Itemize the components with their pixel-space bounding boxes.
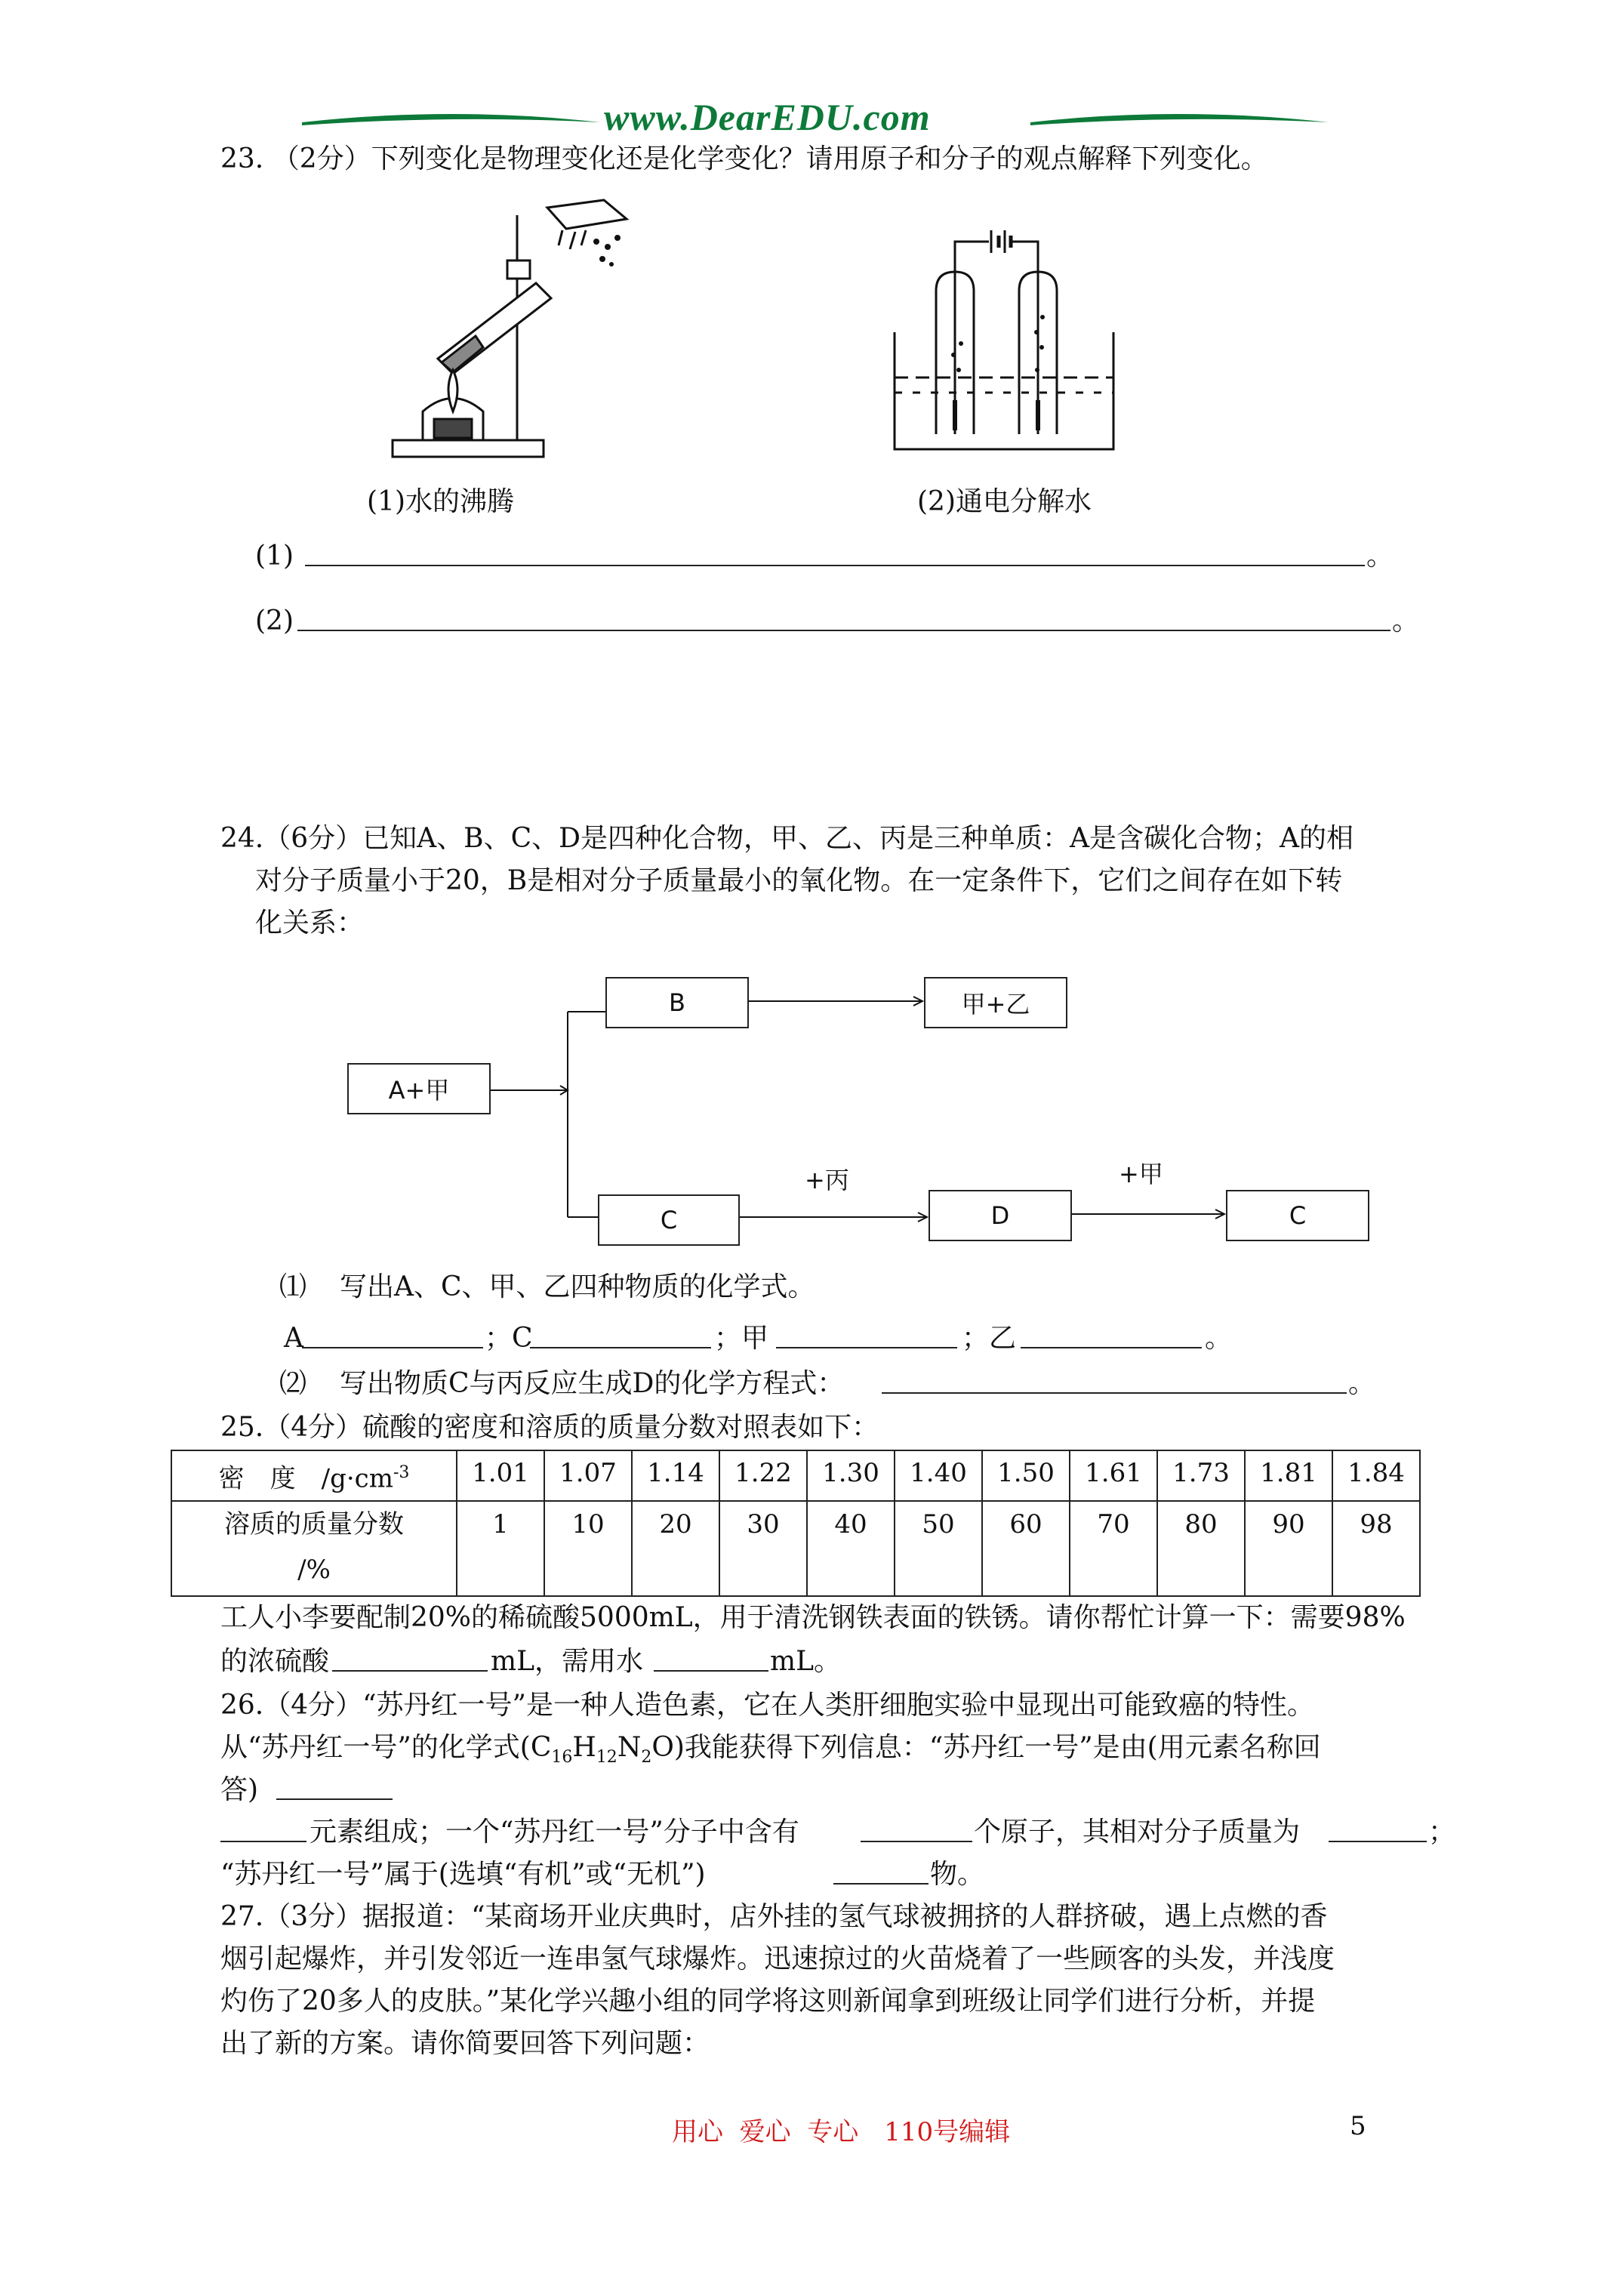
q24-blank-a[interactable] bbox=[302, 1347, 483, 1348]
q25-title: 25.（4分）硫酸的密度和溶质的质量分数对照表如下： bbox=[220, 1412, 879, 1443]
mass-fraction-cell: 70 bbox=[1070, 1501, 1157, 1596]
q26-line-1: 26.（4分）“苏丹红一号”是一种人造色素，它在人类肝细胞实验中显现出可能致癌的特性。 bbox=[220, 1690, 1314, 1721]
node-a-plus-jia: A+甲 bbox=[347, 1063, 491, 1114]
q24-blank-c-label: ；C bbox=[485, 1323, 533, 1354]
q25-acid-volume-blank[interactable] bbox=[332, 1670, 488, 1672]
q24-sub2-number: ⑵ bbox=[279, 1368, 307, 1399]
q24-equation-blank[interactable] bbox=[882, 1392, 1347, 1394]
q24-blank-jia-label: ；甲 bbox=[714, 1323, 769, 1354]
mass-fraction-cell: 90 bbox=[1245, 1501, 1332, 1596]
q26-line-4b: 个原子，其相对分子质量为 bbox=[974, 1817, 1301, 1848]
q24-sub1-text: 写出A、C、甲、乙四种物质的化学式。 bbox=[340, 1271, 815, 1302]
q24-blank-end-mark: 。 bbox=[1205, 1323, 1233, 1354]
mass-fraction-header: 溶质的质量分数 /% bbox=[171, 1501, 457, 1596]
q26-line-5b: 物。 bbox=[930, 1859, 985, 1890]
q25-text-2c: mL。 bbox=[770, 1646, 842, 1677]
q23-caption-2: (2)通电分解水 bbox=[917, 486, 1092, 517]
density-cell: 1.50 bbox=[982, 1450, 1070, 1501]
footer-slogan: 用心 爱心 专心 110号编辑 bbox=[672, 2117, 1011, 2147]
density-cell: 1.01 bbox=[457, 1450, 544, 1501]
q25-text-2a: 的浓硫酸 bbox=[220, 1646, 330, 1677]
q26-line-4c: ； bbox=[1428, 1817, 1456, 1848]
q24-blank-jia[interactable] bbox=[776, 1347, 957, 1348]
node-c-second: C bbox=[1226, 1190, 1369, 1241]
q23-title: 23. （2分）下列变化是物理变化还是化学变化？请用原子和分子的观点解释下列变化。 bbox=[220, 143, 1268, 174]
density-row bbox=[171, 1450, 1420, 1501]
site-logo-text: www.DearEDU.com bbox=[604, 96, 931, 138]
mass-fraction-cell: 60 bbox=[982, 1501, 1070, 1596]
q25-text-1: 工人小李要配制20%的稀硫酸5000mL，用于清洗钢铁表面的铁锈。请你帮忙计算一下：需要98% bbox=[220, 1602, 1406, 1633]
density-cell: 1.30 bbox=[807, 1450, 895, 1501]
q25-water-volume-blank[interactable] bbox=[654, 1670, 768, 1672]
q27-line-1: 27.（3分）据报道：“某商场开业庆典时，店外挂的氢气球被拥挤的人群挤破，遇上点燃的香 bbox=[220, 1901, 1328, 1932]
q24-line-2: 对分子质量小于20，B是相对分子质量最小的氧化物。在一定条件下，它们之间存在如下转 bbox=[255, 865, 1343, 896]
density-cell: 1.61 bbox=[1070, 1450, 1157, 1501]
mass-fraction-cell: 30 bbox=[719, 1501, 807, 1596]
q23-answer-label-1: (1) bbox=[255, 541, 294, 572]
q27-line-2: 烟引起爆炸，并引发邻近一连串氢气球爆炸。迅速掠过的火苗烧着了一些顾客的头发，并浅度 bbox=[220, 1943, 1335, 1974]
q23-end-mark-1: 。 bbox=[1366, 541, 1394, 572]
q23-answer-label-2: (2) bbox=[255, 606, 294, 636]
mass-fraction-cell: 98 bbox=[1332, 1501, 1420, 1596]
density-header: 密 度 $/g\cdot cm^{-3}$ bbox=[171, 1450, 457, 1501]
page-number: 5 bbox=[1350, 2111, 1366, 2141]
q26-line-5a: “苏丹红一号”属于(选填“有机”或“无机”) bbox=[220, 1859, 706, 1890]
node-b: B bbox=[605, 977, 749, 1028]
q26-line-2: 从“苏丹红一号”的化学式$(C_{16}H_{12}N_2O)$我能获得下列信息：“苏丹红一号”是由(用元素名称回 bbox=[220, 1732, 1321, 1767]
q24-blank-c[interactable] bbox=[530, 1347, 711, 1348]
arrow-label-plus-jia: +甲 bbox=[1119, 1160, 1163, 1188]
density-cell: 1.40 bbox=[895, 1450, 982, 1501]
mass-fraction-cell: 1 bbox=[457, 1501, 544, 1596]
mass-fraction-cell: 10 bbox=[544, 1501, 632, 1596]
mass-fraction-cell: 40 bbox=[807, 1501, 895, 1596]
node-jia-plus-yi: 甲+乙 bbox=[924, 977, 1067, 1028]
q24-blank-yi[interactable] bbox=[1021, 1347, 1202, 1348]
q23-end-mark-2: 。 bbox=[1392, 606, 1420, 636]
mass-fraction-cell: 50 bbox=[895, 1501, 982, 1596]
sulfuric-acid-table bbox=[171, 1450, 1421, 1597]
mass-fraction-cell: 20 bbox=[632, 1501, 719, 1596]
q26-elements-blank-2[interactable] bbox=[220, 1841, 306, 1842]
q26-molecular-mass-blank[interactable] bbox=[1329, 1841, 1427, 1842]
node-d: D bbox=[929, 1190, 1072, 1241]
density-cell: 1.81 bbox=[1245, 1450, 1332, 1501]
q24-sub2-end-mark: 。 bbox=[1348, 1368, 1376, 1399]
arrow-label-plus-bing: +丙 bbox=[805, 1166, 849, 1194]
q23-caption-1: (1)水的沸腾 bbox=[367, 486, 514, 517]
node-c-first: C bbox=[598, 1194, 740, 1246]
density-cell: 1.07 bbox=[544, 1450, 632, 1501]
q26-line-4a: 元素组成；一个“苏丹红一号”分子中含有 bbox=[310, 1817, 799, 1848]
q24-line-1: 24.（6分）已知A、B、C、D是四种化合物，甲、乙、丙是三种单质：A是含碳化合物；A的相 bbox=[220, 823, 1354, 854]
q24-sub2-text: 写出物质C与丙反应生成D的化学方程式： bbox=[340, 1368, 845, 1399]
q24-blank-a-label: A bbox=[284, 1323, 303, 1354]
q24-line-3: 化关系： bbox=[255, 908, 365, 938]
q24-sub1-number: ⑴ bbox=[279, 1271, 307, 1302]
q27-line-4: 出了新的方案。请你简要回答下列问题： bbox=[220, 2028, 710, 2059]
q26-organic-blank[interactable] bbox=[833, 1883, 929, 1885]
q26-elements-blank-1[interactable] bbox=[276, 1798, 393, 1800]
density-cell: 1.84 bbox=[1332, 1450, 1420, 1501]
q25-text-2b: mL，需用水 bbox=[491, 1646, 644, 1677]
density-cell: 1.73 bbox=[1157, 1450, 1245, 1501]
q26-line-3: 答) bbox=[220, 1774, 259, 1805]
q27-line-3: 灼伤了20多人的皮肤。”某化学兴趣小组的同学将这则新闻拿到班级让同学们进行分析，并提 bbox=[220, 1986, 1316, 2017]
q26-atom-count-blank[interactable] bbox=[861, 1841, 972, 1842]
density-cell: 1.22 bbox=[719, 1450, 807, 1501]
mass-fraction-row bbox=[171, 1501, 1420, 1596]
q24-blank-yi-label: ；乙 bbox=[962, 1323, 1017, 1354]
density-cell: 1.14 bbox=[632, 1450, 719, 1501]
mass-fraction-cell: 80 bbox=[1157, 1501, 1245, 1596]
